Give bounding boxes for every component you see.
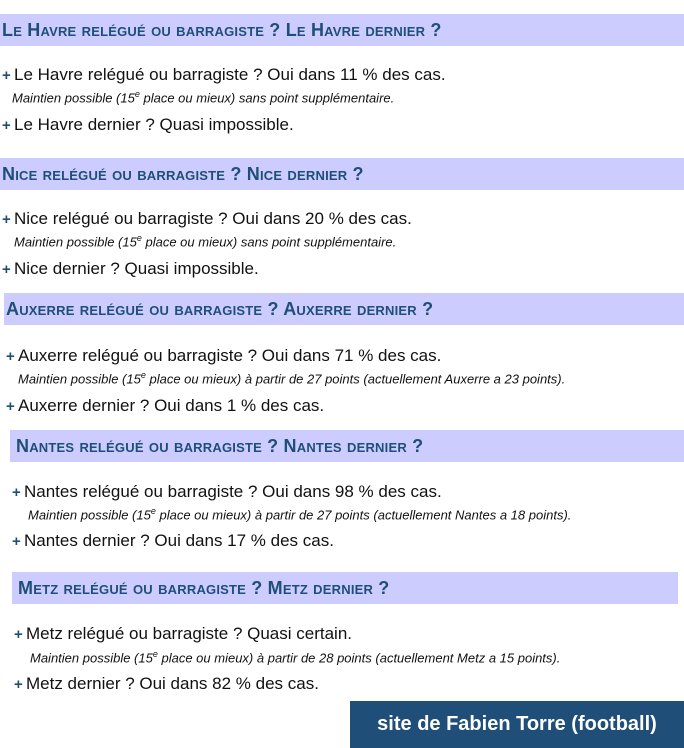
question-last-place: Le Havre dernier ? Quasi impossible. [14,115,294,134]
plus-icon: + [2,67,11,84]
question-last-place: Metz dernier ? Oui dans 82 % des cas. [26,674,319,693]
question-last-place: Nice dernier ? Quasi impossible. [14,259,259,278]
list-item [2,65,446,85]
plus-icon: + [6,398,15,415]
list-item [6,396,324,416]
question-last-place: Auxerre dernier ? Oui dans 1 % des cas. [18,396,325,415]
list-item [12,482,442,502]
list-item [14,674,319,694]
maintien-note: Maintien possible (15e place ou mieux) à partir de 27 points (actuellement Nantes a 18 points). [28,506,572,523]
question-last-place: Nantes dernier ? Oui dans 17 % des cas. [24,531,334,550]
section-metz [12,572,678,693]
section-header: Nice relégué ou barragiste ? Nice dernier ? [0,158,684,190]
section-nantes [10,430,684,550]
question-relegation: Nantes relégué ou barragiste ? Oui dans 98 % des cas. [24,482,442,501]
section-header: Auxerre relégué ou barragiste ? Auxerre dernier ? [4,293,684,325]
section-header: Nantes relégué ou barragiste ? Nantes dernier ? [10,430,684,462]
section-header: Le Havre relégué ou barragiste ? Le Havre dernier ? [0,14,684,46]
list-item [2,209,412,229]
list-item [14,624,352,644]
plus-icon: + [14,676,23,693]
list-item [2,259,259,279]
list-item [12,531,334,551]
plus-icon: + [6,348,15,365]
question-relegation: Metz relégué ou barragiste ? Quasi certain. [26,624,353,643]
plus-icon: + [14,626,23,643]
maintien-note: Maintien possible (15e place ou mieux) à partir de 27 points (actuellement Auxerre a 23 points). [18,370,566,387]
maintien-note: Maintien possible (15e place ou mieux) sans point supplémentaire. [12,89,395,106]
plus-icon: + [2,117,11,134]
question-relegation: Le Havre relégué ou barragiste ? Oui dans 11 % des cas. [14,65,446,84]
maintien-note: Maintien possible (15e place ou mieux) à partir de 28 points (actuellement Metz a 15 points). [30,649,561,666]
maintien-note: Maintien possible (15e place ou mieux) sans point supplémentaire. [14,233,397,250]
list-item [6,346,441,366]
question-relegation: Auxerre relégué ou barragiste ? Oui dans 71 % des cas. [18,346,442,365]
plus-icon: + [2,261,11,278]
question-relegation: Nice relégué ou barragiste ? Oui dans 20 % des cas. [14,209,412,228]
site-credit-link[interactable]: site de Fabien Torre (football) [350,701,684,748]
section-le-havre [0,14,684,134]
section-auxerre [4,293,684,415]
plus-icon: + [12,484,21,501]
plus-icon: + [2,211,11,228]
section-header: Metz relégué ou barragiste ? Metz dernier ? [12,572,678,604]
section-nice [0,158,684,278]
plus-icon: + [12,533,21,550]
list-item [2,115,294,135]
